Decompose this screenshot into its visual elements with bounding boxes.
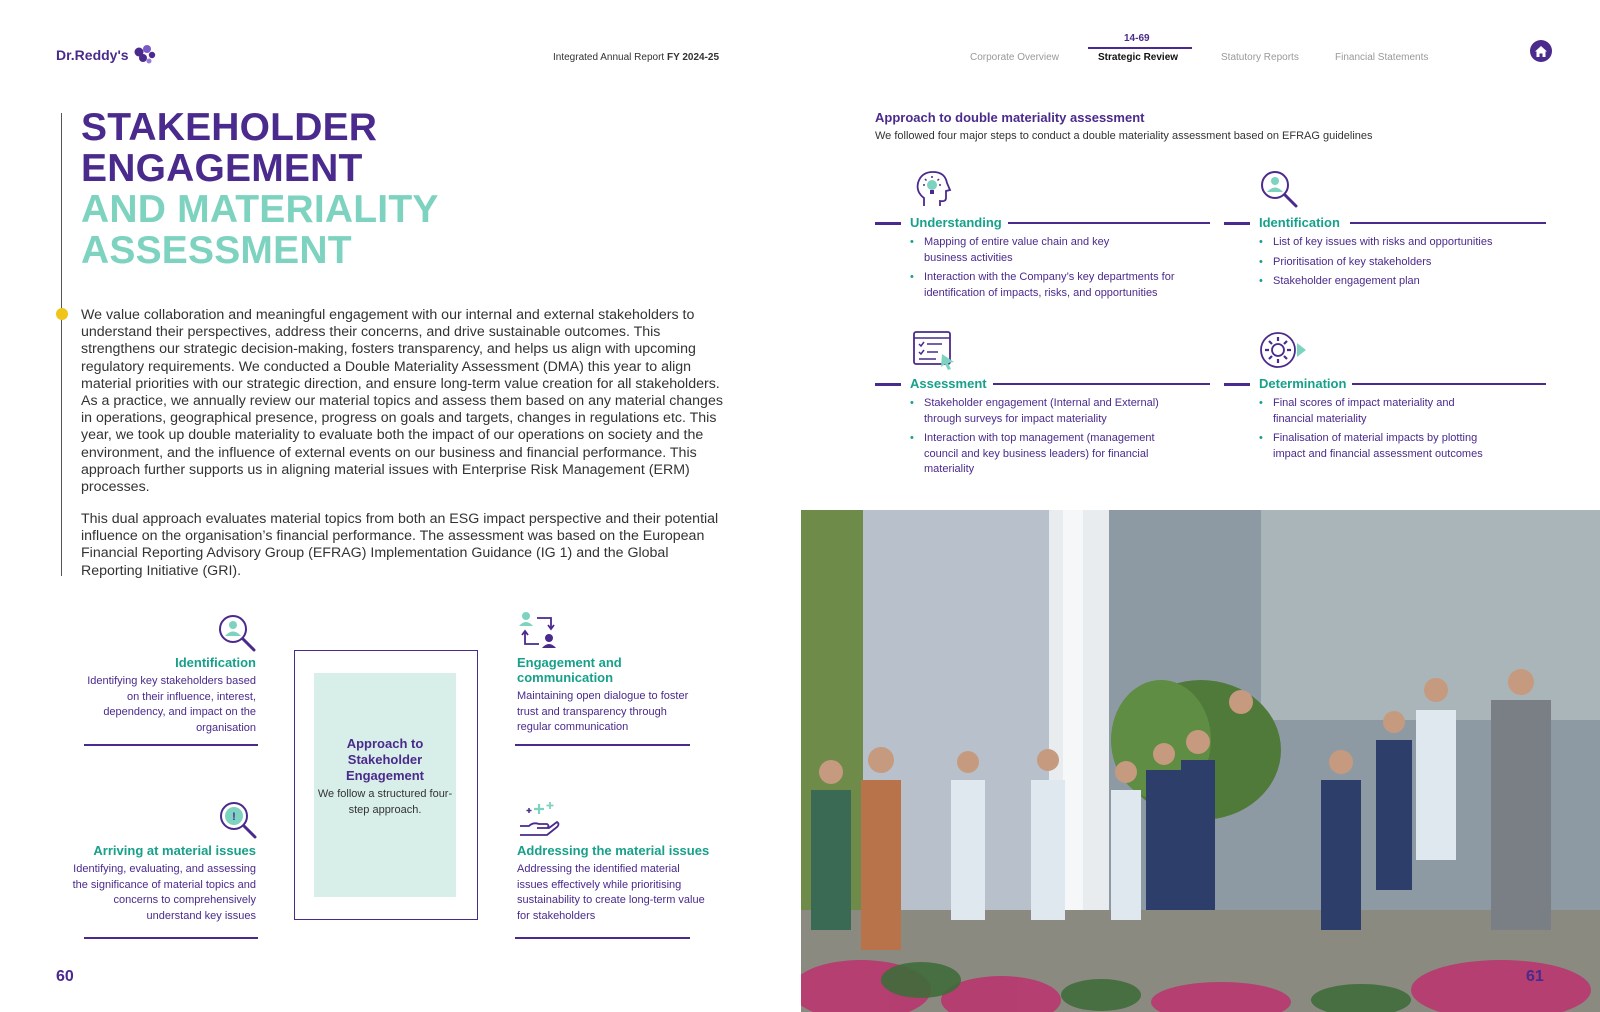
step-addressing-title: Addressing the material issues [517,843,710,858]
home-icon [1534,45,1548,58]
stakeholder-meeting-photo [801,510,1600,1012]
gear-play-icon [1258,330,1308,372]
step-identification-title: Identification [175,655,256,670]
understanding-title: Understanding [910,215,1008,230]
determination-title: Determination [1259,376,1352,391]
list-item: • Final scores of impact materiality and financial materiality [1259,396,1489,427]
magnifier-person-icon [216,612,258,652]
title-line-4: ASSESSMENT [81,229,352,272]
people-exchange-icon [517,610,559,652]
title-line-3: AND MATERIALITY [81,188,439,231]
dma-subheading: We followed four major steps to conduct a double materiality assessment based on EFRAG guidelines [875,130,1373,142]
title-line-2: ENGAGEMENT [81,147,363,190]
photo-illustration [801,510,1600,1012]
identification-rule-lead [1224,222,1250,225]
understanding-rule [1008,222,1210,224]
identification-title: Identification [1259,215,1346,230]
assessment-title: Assessment [910,376,993,391]
list-item: • Stakeholder engagement plan [1259,274,1549,290]
nav-strategic-review[interactable]: Strategic Review [1098,52,1179,63]
list-item: • Interaction with top management (management council and key business leaders) for financial materiality [910,431,1170,478]
vertical-accent-line [61,113,62,576]
determination-rule-lead [1224,383,1250,386]
dual-approach-paragraph: This dual approach evaluates material topics from both an ESG impact perspective and their potential influence on the organisation’s financial performance. The assessment was based on the European Financial Reporting Advisory Group (EFRAG) Implementation Guidance (IG 1) and the Global Reporting Initiative (GRI). [81,511,719,579]
determination-rule [1345,383,1546,385]
identification-rule [1350,222,1546,224]
head-lightbulb-icon [912,168,954,210]
assessment-list [910,396,1190,482]
step-identification-text: Identifying key stakeholders based on their influence, interest, dependency, and impact on the organisation [87,675,256,734]
step-engagement-text: Maintaining open dialogue to foster trust and transparency through regular communication [517,690,689,733]
home-button[interactable] [1530,40,1552,62]
identification-list [1259,235,1549,294]
approach-box-text: We follow a structured four-step approach. [317,788,453,816]
nav-active-indicator [1088,47,1192,49]
svg-text:!: ! [232,811,236,823]
magnifier-alert-icon [218,800,258,840]
assessment-rule-lead [875,383,901,386]
list-item: • Interaction with the Company’s key departments for identification of impacts, risks, and opportunities [910,270,1200,301]
report-title: Integrated Annual Report FY 2024-25 [553,52,720,63]
logo-text: Dr.Reddy's [56,47,129,63]
yellow-bullet-dot [56,308,68,320]
checklist-cursor-icon [912,330,956,370]
step-arriving-rule [84,937,258,939]
understanding-list [910,235,1200,305]
list-item: • Stakeholder engagement (Internal and External) through surveys for impact materiality [910,396,1180,427]
step-addressing-rule [515,937,690,939]
list-item: • Mapping of entire value chain and key business activities [910,235,1140,266]
step-identification-rule [84,744,258,746]
step-engagement-rule [515,744,690,746]
page-number-right: 61 [1526,968,1544,985]
understanding-rule-lead [875,222,901,225]
step-arriving-text: Identifying, evaluating, and assessing the significance of material topics and concerns to comprehensively understand key issues [72,863,256,922]
approach-box-title: Approach to Stakeholder Engagement [345,736,424,783]
determination-list [1259,396,1519,466]
nav-financial-statements[interactable]: Financial Statements [1335,52,1429,63]
nav-corporate-overview[interactable]: Corporate Overview [970,52,1059,63]
list-item: • List of key issues with risks and opportunities [1259,235,1549,251]
step-engagement-title: Engagement and communication [517,655,622,685]
list-item: • Finalisation of material impacts by plotting impact and financial assessment outcomes [1259,431,1509,462]
company-logo[interactable] [56,44,157,66]
approach-box-fill [314,673,456,897]
magnifier-person-icon [1258,168,1300,210]
page-number-left: 60 [56,968,74,985]
title-line-1: STAKEHOLDER [81,106,378,149]
step-addressing-text: Addressing the identified material issues effectively while prioritising sustainability to create long-term value for stakeholders [517,863,705,922]
step-arriving-title: Arriving at material issues [93,843,256,858]
hand-sparkle-icon [517,800,561,840]
intro-paragraph: We value collaboration and meaningful engagement with our internal and external stakeholders to understand their perspectives, address their concerns, and drive sustainable outcomes. This strengthens our strategic decision-making, fosters transparency, and helps us align with upcoming regulatory requirements. We conducted a Double Materiality Assessment (DMA) this year to align material priorities with our strategic direction, and ensure long-term value creation for all stakeholders. As a practice, we annually review our material topics and assess them based on any material changes in operations, geographical presence, progress on goals and targets, changes in regulations etc. This year, we took up double materiality to evaluate both the impact of our operations on society and the environment, and the influence of external events on our business and financial performance. This approach further supports us in aligning material issues with Enterprise Risk Management (ERM) processes. [81,307,723,496]
logo-heart-icon [133,44,157,66]
assessment-rule [990,383,1210,385]
dma-heading: Approach to double materiality assessment [875,110,1145,125]
nav-page-range: 14-69 [1124,33,1150,44]
list-item: • Prioritisation of key stakeholders [1259,255,1549,271]
nav-statutory-reports[interactable]: Statutory Reports [1221,52,1299,63]
